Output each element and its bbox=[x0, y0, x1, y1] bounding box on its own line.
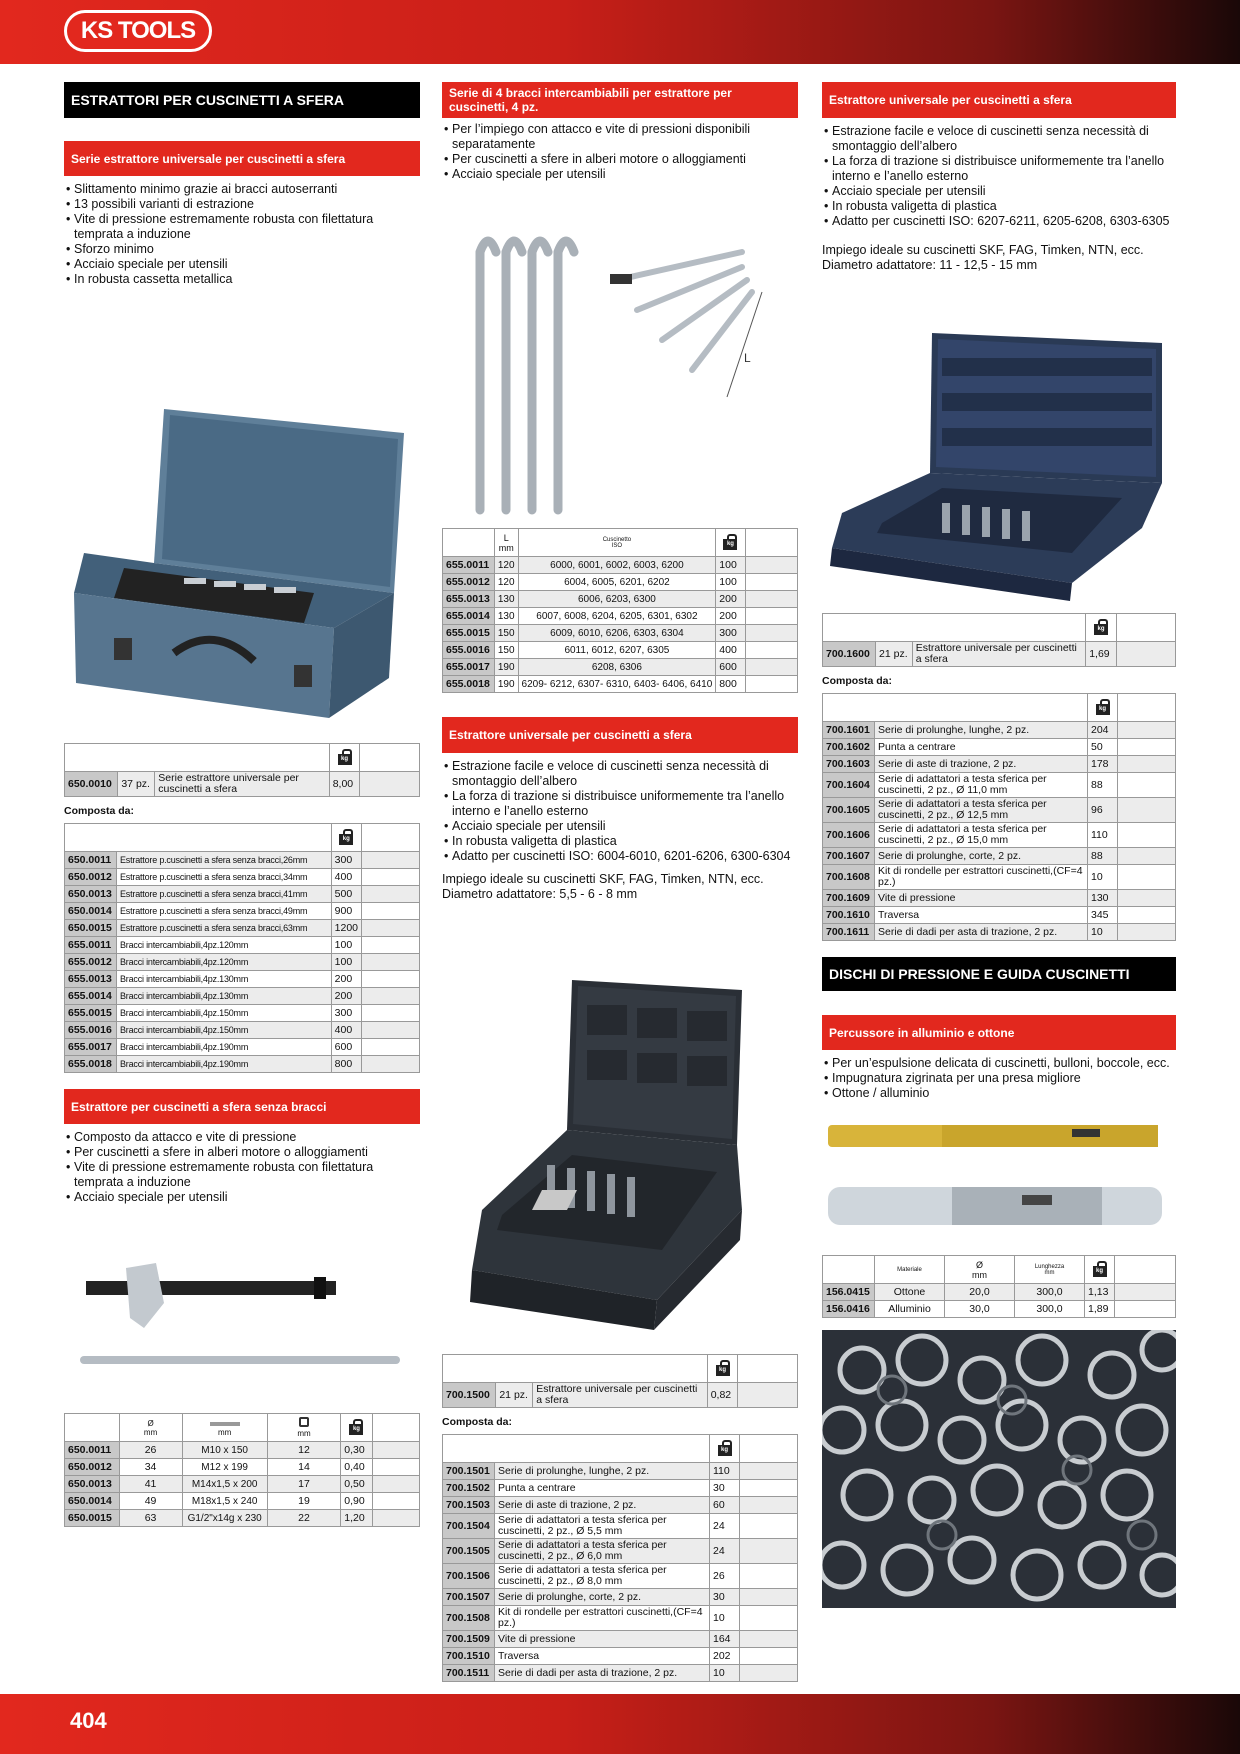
article-table bbox=[442, 1354, 798, 1408]
feature-item: • Sforzo minimo bbox=[64, 242, 420, 257]
table-row: 650.0010 37 pz. Serie estrattore universale per cuscinetti a sfera 8,00 bbox=[65, 772, 420, 797]
feature-list bbox=[442, 122, 798, 182]
table-row: 655.0011 Bracci intercambiabili,4pz.120mm 100 bbox=[65, 937, 420, 954]
weight-icon bbox=[1094, 619, 1108, 635]
feature-item: • Vite di pressione estremamente robusta con filettatura temprata a induzione bbox=[64, 1160, 420, 1190]
feature-item: • Slittamento minimo grazie ai bracci autoserranti bbox=[64, 182, 420, 197]
weight-icon bbox=[716, 1360, 730, 1376]
table-row: 700.1608 Kit di rondelle per estrattori cuscinetti,(CF=4 pz.) 10 bbox=[823, 865, 1176, 890]
table-row: 655.0014 130 6007, 6008, 6204, 6205, 6301, 6302 200 bbox=[443, 608, 798, 625]
feature-list bbox=[822, 1056, 1176, 1101]
composition-label: Composta da: bbox=[822, 675, 893, 687]
feature-item: • Acciaio speciale per utensili bbox=[64, 257, 420, 272]
table-row: 650.0015 63 G1/2"x14g x 230 22 1,20 bbox=[65, 1510, 420, 1527]
weight-icon bbox=[723, 534, 737, 550]
arms-image bbox=[442, 192, 798, 522]
table-row: 700.1601 Serie di prolunghe, lunghe, 2 pz. 204 bbox=[823, 722, 1176, 739]
washers-photo bbox=[822, 1330, 1176, 1608]
table-row: 655.0018 Bracci intercambiabili,4pz.190mm 800 bbox=[65, 1056, 420, 1073]
table-row: 655.0017 Bracci intercambiabili,4pz.190mm 600 bbox=[65, 1039, 420, 1056]
table-row: 700.1500 21 pz. Estrattore universale per cuscinetti a sfera 0,82 bbox=[443, 1383, 798, 1408]
table-row: 655.0017 190 6208, 6306 600 bbox=[443, 659, 798, 676]
table-row: 655.0013 Bracci intercambiabili,4pz.130mm 200 bbox=[65, 971, 420, 988]
weight-icon bbox=[718, 1440, 732, 1456]
composition-label: Composta da: bbox=[442, 1416, 513, 1428]
table-row: 655.0016 Bracci intercambiabili,4pz.150mm 400 bbox=[65, 1022, 420, 1039]
drift-punch-image bbox=[822, 1107, 1176, 1247]
ks-tools-logo: KS TOOLS bbox=[64, 10, 212, 52]
feature-item: • Acciaio speciale per utensili bbox=[442, 819, 798, 834]
table-row: 655.0012 Bracci intercambiabili,4pz.120mm 100 bbox=[65, 954, 420, 971]
column-1 bbox=[64, 82, 420, 1527]
feature-item: • In robusta valigetta di plastica bbox=[442, 834, 798, 849]
column-2 bbox=[442, 82, 798, 1682]
weight-icon bbox=[1096, 699, 1110, 715]
table-row: 700.1607 Serie di prolunghe, corte, 2 pz. 88 bbox=[823, 848, 1176, 865]
table-row: 700.1609 Vite di pressione 130 bbox=[823, 890, 1176, 907]
extractor-tool-image bbox=[64, 1213, 420, 1413]
table-row: 700.1501 Serie di prolunghe, lunghe, 2 pz. 110 bbox=[443, 1463, 798, 1480]
feature-list bbox=[64, 182, 420, 287]
table-row: 655.0015 150 6009, 6010, 6206, 6303, 6304 300 bbox=[443, 625, 798, 642]
table-row: 700.1611 Serie di dadi per asta di trazione, 2 pz. 10 bbox=[823, 924, 1176, 941]
feature-list bbox=[442, 759, 798, 864]
feature-item: • Per l’impiego con attacco e vite di pressioni disponibili separatamente bbox=[442, 122, 798, 152]
subsection-title: Percussore in alluminio e ottone bbox=[822, 1015, 1176, 1050]
usage-note: Impiego ideale su cuscinetti SKF, FAG, Timken, NTN, ecc. Diametro adattatore: 11 - 12,5 - 15 mm bbox=[822, 243, 1144, 272]
parts-table bbox=[822, 693, 1176, 941]
table-row: 700.1510 Traversa 202 bbox=[443, 1648, 798, 1665]
subsection-title: Serie di 4 bracci intercambiabili per estrattore per cuscinetti, 4 pz. bbox=[442, 82, 798, 118]
feature-item: • Acciaio speciale per utensili bbox=[442, 167, 798, 182]
table-row: 655.0015 Bracci intercambiabili,4pz.150mm 300 bbox=[65, 1005, 420, 1022]
table-row: 700.1610 Traversa 345 bbox=[823, 907, 1176, 924]
article-table bbox=[822, 613, 1176, 667]
feature-item: • Adatto per cuscinetti ISO: 6004-6010, 6201-6206, 6300-6304 bbox=[442, 849, 798, 864]
table-row: 655.0011 120 6000, 6001, 6002, 6003, 6200 100 bbox=[443, 557, 798, 574]
parts-table bbox=[64, 823, 420, 1073]
table-row: 655.0012 120 6004, 6005, 6201, 6202 100 bbox=[443, 574, 798, 591]
table-row: 700.1603 Serie di aste di trazione, 2 pz. 178 bbox=[823, 756, 1176, 773]
article-table bbox=[64, 743, 420, 797]
table-row: 700.1605 Serie di adattatori a testa sferica per cuscinetti, 2 pz., Ø 12,5 mm 96 bbox=[823, 798, 1176, 823]
feature-item: • Per cuscinetti a sfere in alberi motore o alloggiamenti bbox=[442, 152, 798, 167]
table-row: 700.1502 Punta a centrare 30 bbox=[443, 1480, 798, 1497]
feature-item: • In robusta valigetta di plastica bbox=[822, 199, 1176, 214]
feature-item: • Estrazione facile e veloce di cuscinetti senza necessità di smontaggio dell’albero bbox=[442, 759, 798, 789]
table-row: 650.0014 49 M18x1,5 x 240 19 0,90 bbox=[65, 1493, 420, 1510]
weight-icon bbox=[338, 749, 352, 765]
table-row: 650.0011 26 M10 x 150 12 0,30 bbox=[65, 1442, 420, 1459]
table-row: 700.1504 Serie di adattatori a testa sferica per cuscinetti, 2 pz., Ø 5,5 mm 24 bbox=[443, 1514, 798, 1539]
table-row: 700.1602 Punta a centrare 50 bbox=[823, 739, 1176, 756]
table-row: 700.1506 Serie di adattatori a testa sferica per cuscinetti, 2 pz., Ø 8,0 mm 26 bbox=[443, 1564, 798, 1589]
table-row: 650.0012 Estrattore p.cuscinetti a sfera senza bracci,34mm 400 bbox=[65, 869, 420, 886]
arms-table: L mm Cuscinetto ISO kg 655.0011 120 6000, 6001, 6002, 6003, 6200 100 655.0012 120 6004, 6005, 6201, 6202 100 655.0013 130 6006, 6203, 6300 200 655.0014 130 6007, 6008, 6204, 6205, 6301, 6302 200 655.0015 150 6009, 6010, 6206, 6303, 6304 300 655.0016 150 6011, 6012, 6207, 6305 400 655.0017 190 6208, 6306 600 655.0018 190 6209- 6212, 6307- 6310, 6403- 6406, 6410 800 bbox=[442, 528, 798, 693]
weight-icon bbox=[1093, 1261, 1107, 1277]
feature-list bbox=[64, 1130, 420, 1205]
table-row: 700.1509 Vite di pressione 164 bbox=[443, 1631, 798, 1648]
table-row: 655.0013 130 6006, 6203, 6300 200 bbox=[443, 591, 798, 608]
feature-item: • Composto da attacco e vite di pressione bbox=[64, 1130, 420, 1145]
feature-item: • La forza di trazione si distribuisce uniformemente tra l’anello interno e l’anello esterno bbox=[822, 154, 1176, 184]
table-row: 655.0018 190 6209- 6212, 6307- 6310, 6403- 6406, 6410 800 bbox=[443, 676, 798, 693]
drift-punch-table: Materiale Ø mm Lunghezza mm kg 156.0415 Ottone 20,0 300,0 1,13 156.0416 Alluminio 30,0 300,0 1,89 bbox=[822, 1255, 1176, 1318]
subsection-title: Estrattore universale per cuscinetti a sfera bbox=[442, 717, 798, 753]
feature-item: • Per un’espulsione delicata di cuscinetti, bulloni, boccole, ecc. bbox=[822, 1056, 1176, 1071]
table-row: 700.1600 21 pz. Estrattore universale per cuscinetti a sfera 1,69 bbox=[823, 642, 1176, 667]
feature-item: • In robusta cassetta metallica bbox=[64, 272, 420, 287]
table-row: 156.0416 Alluminio 30,0 300,0 1,89 bbox=[823, 1301, 1176, 1318]
table-row: 650.0013 Estrattore p.cuscinetti a sfera senza bracci,41mm 500 bbox=[65, 886, 420, 903]
table-row: 700.1508 Kit di rondelle per estrattori cuscinetti,(CF=4 pz.) 10 bbox=[443, 1606, 798, 1631]
extractor-table: Ø mm mm mm kg 650.0011 26 M10 x 150 12 0,30 650.0012 34 M12 x 199 14 0,40 650.0013 41 M14x1,5 x 200 17 0,50 650.0014 49 M18x1,5 x 240 19 0,90 650.0015 63 G1/2"x14g x 230 22 1,20 bbox=[64, 1413, 420, 1527]
feature-item: • Vite di pressione estremamente robusta con filettatura temprata a induzione bbox=[64, 212, 420, 242]
table-row: 650.0012 34 M12 x 199 14 0,40 bbox=[65, 1459, 420, 1476]
subsection-title: Estrattore per cuscinetti a sfera senza bracci bbox=[64, 1089, 420, 1124]
feature-item: • Acciaio speciale per utensili bbox=[64, 1190, 420, 1205]
subsection-title: Estrattore universale per cuscinetti a sfera bbox=[822, 82, 1176, 118]
table-row: 700.1606 Serie di adattatori a testa sferica per cuscinetti, 2 pz., Ø 15,0 mm 110 bbox=[823, 823, 1176, 848]
weight-icon bbox=[349, 1419, 363, 1435]
feature-item: • Estrazione facile e veloce di cuscinetti senza necessità di smontaggio dell’albero bbox=[822, 124, 1176, 154]
feature-item: • Impugnatura zigrinata per una presa migliore bbox=[822, 1071, 1176, 1086]
table-row: 156.0415 Ottone 20,0 300,0 1,13 bbox=[823, 1284, 1176, 1301]
feature-item: • Per cuscinetti a sfere in alberi motore o alloggiamenti bbox=[64, 1145, 420, 1160]
feature-item: • Acciaio speciale per utensili bbox=[822, 184, 1176, 199]
feature-item: • La forza di trazione si distribuisce uniformemente tra l’anello interno e l’anello esterno bbox=[442, 789, 798, 819]
weight-icon bbox=[339, 829, 353, 845]
feature-item: • Adatto per cuscinetti ISO: 6207-6211, 6205-6208, 6303-6305 bbox=[822, 214, 1176, 229]
composition-label: Composta da: bbox=[64, 805, 135, 817]
table-row: 650.0014 Estrattore p.cuscinetti a sfera senza bracci,49mm 900 bbox=[65, 903, 420, 920]
length-label: L bbox=[744, 351, 751, 365]
feature-list bbox=[822, 124, 1176, 229]
table-row: 700.1507 Serie di prolunghe, corte, 2 pz. 30 bbox=[443, 1589, 798, 1606]
bottom-banner bbox=[0, 1694, 1240, 1754]
feature-item: • Ottone / alluminio bbox=[822, 1086, 1176, 1101]
section-title: DISCHI DI PRESSIONE E GUIDA CUSCINETTI bbox=[822, 957, 1176, 991]
table-row: 700.1604 Serie di adattatori a testa sferica per cuscinetti, 2 pz., Ø 11,0 mm 88 bbox=[823, 773, 1176, 798]
table-row: 655.0014 Bracci intercambiabili,4pz.130mm 200 bbox=[65, 988, 420, 1005]
table-row: 700.1503 Serie di aste di trazione, 2 pz. 60 bbox=[443, 1497, 798, 1514]
metal-case-image bbox=[64, 293, 420, 723]
plastic-case-image bbox=[822, 283, 1176, 613]
feature-item: • 13 possibili varianti di estrazione bbox=[64, 197, 420, 212]
subsection-title: Serie estrattore universale per cuscinetti a sfera bbox=[64, 141, 420, 176]
table-row: 655.0016 150 6011, 6012, 6207, 6305 400 bbox=[443, 642, 798, 659]
table-row: 650.0011 Estrattore p.cuscinetti a sfera senza bracci,26mm 300 bbox=[65, 852, 420, 869]
plastic-case-image bbox=[442, 910, 798, 1340]
section-title: ESTRATTORI PER CUSCINETTI A SFERA bbox=[64, 82, 420, 118]
table-row: 650.0013 41 M14x1,5 x 200 17 0,50 bbox=[65, 1476, 420, 1493]
table-row: 650.0015 Estrattore p.cuscinetti a sfera senza bracci,63mm 1200 bbox=[65, 920, 420, 937]
parts-table bbox=[442, 1434, 798, 1682]
page-number: 404 bbox=[70, 1708, 107, 1733]
table-row: 700.1511 Serie di dadi per asta di trazione, 2 pz. 10 bbox=[443, 1665, 798, 1682]
column-3 bbox=[822, 82, 1176, 1608]
usage-note: Impiego ideale su cuscinetti SKF, FAG, Timken, NTN, ecc. Diametro adattatore: 5,5 - 6 - 8 mm bbox=[442, 872, 764, 901]
table-row: 700.1505 Serie di adattatori a testa sferica per cuscinetti, 2 pz., Ø 6,0 mm 24 bbox=[443, 1539, 798, 1564]
